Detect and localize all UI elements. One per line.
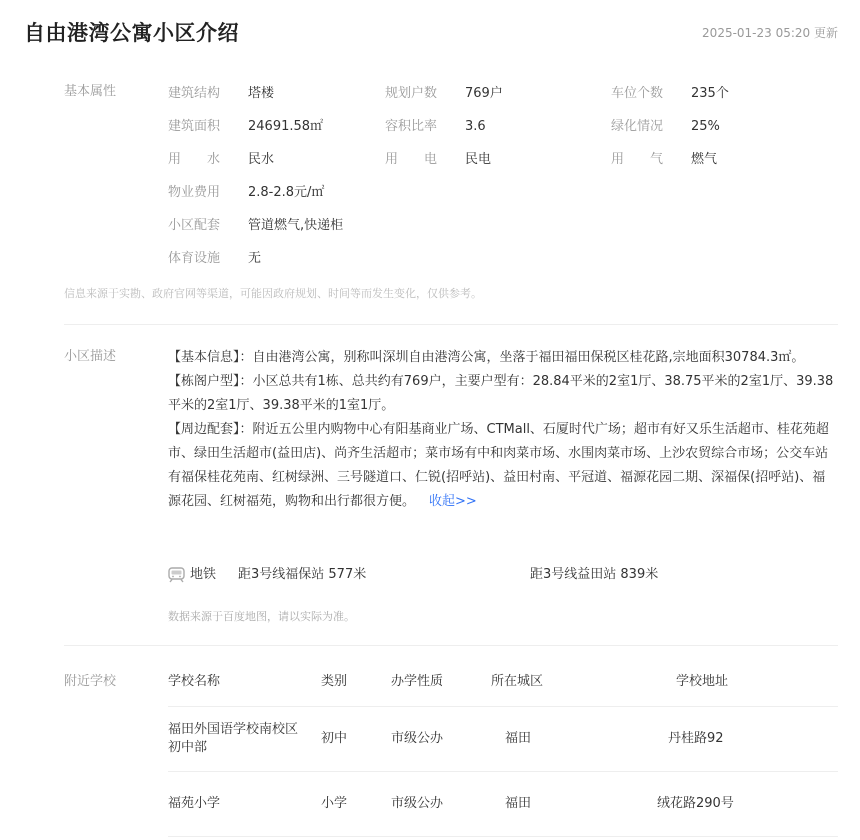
row-divider (168, 706, 838, 707)
attr-value: 民水 (248, 152, 275, 167)
attr-value: 25% (691, 119, 720, 134)
attr-key: 建筑面积 (168, 119, 221, 134)
community-description (168, 346, 834, 514)
school-address: 丹桂路92 (668, 731, 724, 746)
metro-row (168, 565, 834, 585)
school-type: 初中 (321, 731, 348, 746)
update-time: 2025-01-23 05:20 更新 (702, 26, 838, 40)
desc-surroundings-text: 【周边配套】：附近五公里内购物中心有阳基商业广场、CTMall、石厦时代广场；超市有好又乐生活超市、桂花苑超市、绿田生活超市(益田店)、尚齐生活超市；菜市场有中和肉菜市场、水围肉菜市场、上沙农贸综合市场；公交车站有福保桂花苑南、红树绿洲、三号隧道口、仁锐(招呼站)、益田村南、平冠道、福源花园二期、深福保(招呼站)、福源花园、红树福苑，购物和出行都很方便。 (168, 422, 829, 509)
school-nature: 市级公办 (391, 796, 444, 811)
desc-building-layout: 【栋阁户型】：小区总共有1栋、总共约有769户，主要户型有：28.84平米的2室1厅、38.75平米的2室1厅、39.38平米的2室1厅、39.38平米的1室1厅。 (168, 374, 834, 413)
basic-disclaimer: 信息来源于实勘、政府官网等渠道，可能因政府规划、时间等而发生变化，仅供参考。 (64, 287, 482, 300)
attr-value: 燃气 (691, 152, 718, 167)
attr-key: 用 电 (385, 152, 438, 167)
section-label-description: 小区描述 (64, 349, 117, 364)
school-type: 小学 (321, 796, 348, 811)
attr-value: 管道燃气,快递柜 (248, 218, 344, 233)
attr-value: 769户 (465, 86, 503, 101)
row-divider (168, 771, 838, 772)
subway-icon (168, 567, 185, 583)
attr-key: 体育设施 (168, 251, 221, 266)
desc-surroundings (168, 418, 834, 514)
attr-value: 无 (248, 251, 262, 266)
section-divider (64, 645, 838, 646)
attr-key: 规划户数 (385, 86, 438, 101)
col-header-type: 类别 (321, 674, 348, 689)
attr-key: 容积比率 (385, 119, 438, 134)
desc-basic-info: 【基本信息】：自由港湾公寓，别称叫深圳自由港湾公寓，坐落于福田福田保税区桂花路,宗地面积30784.3㎡。 (168, 350, 805, 365)
page-header (24, 18, 838, 48)
school-address: 绒花路290号 (657, 796, 734, 811)
col-header-address: 学校地址 (676, 674, 729, 689)
attr-key: 建筑结构 (168, 86, 221, 101)
school-name: 福苑小学 (168, 796, 221, 811)
metro-distance-2: 距3号线益田站 839米 (530, 567, 659, 582)
attr-value: 3.6 (465, 119, 486, 134)
row-divider (168, 836, 838, 837)
school-nature: 市级公办 (391, 731, 444, 746)
attr-key: 小区配套 (168, 218, 221, 233)
section-divider (64, 324, 838, 325)
section-label-basic: 基本属性 (64, 84, 117, 99)
col-header-nature: 办学性质 (391, 674, 444, 689)
attr-value: 2.8-2.8元/㎡ (248, 185, 325, 200)
attr-key: 车位个数 (611, 86, 664, 101)
metro-distance-1: 距3号线福保站 577米 (238, 567, 367, 582)
attr-value: 塔楼 (248, 86, 275, 101)
collapse-link[interactable]: 收起>> (429, 494, 477, 509)
school-district: 福田 (505, 731, 532, 746)
section-label-schools: 附近学校 (64, 674, 117, 689)
attr-value: 民电 (465, 152, 492, 167)
school-name: 福田外国语学校南校区初中部 (168, 722, 299, 755)
school-district: 福田 (505, 796, 532, 811)
map-source-note: 数据来源于百度地图，请以实际为准。 (168, 610, 355, 623)
attr-key: 用 水 (168, 152, 221, 167)
attr-key: 物业费用 (168, 185, 221, 200)
metro-label: 地铁 (190, 567, 217, 582)
attr-value: 24691.58㎡ (248, 119, 324, 134)
attr-key: 绿化情况 (611, 119, 664, 134)
col-header-district: 所在城区 (491, 674, 544, 689)
page-title: 自由港湾公寓小区介绍 (24, 21, 239, 45)
attr-value: 235个 (691, 86, 729, 101)
col-header-name: 学校名称 (168, 674, 221, 689)
attr-key: 用 气 (611, 152, 664, 167)
